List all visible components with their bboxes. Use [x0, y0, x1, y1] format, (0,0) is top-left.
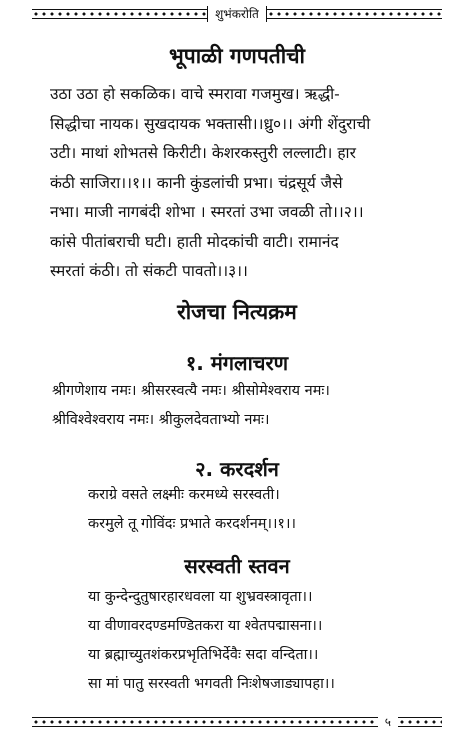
subsection-title-kardarshan: २. करदर्शन [195, 457, 279, 481]
section-title-daily-routine: रोजचा नित्यक्रम [177, 300, 297, 324]
text-line: उटी। माथां शोभतसे किरीटी। केशरकस्तुरी लल्लाटी। हार [50, 144, 356, 162]
page-number: ५ [384, 715, 391, 729]
text-line: उठा उठा हो सकळिक। वाचे स्मरावा गजमुख। ऋद्धी- [50, 85, 340, 103]
footer-ornament-left [32, 717, 378, 727]
verse-line: सा मां पातु सरस्वती भगवती निःशेषजाड्यापहा।। [88, 676, 335, 692]
verse-line: करमुले तू गोविंदः प्रभाते करदर्शनम्।।१।। [88, 516, 296, 532]
text-line: नभा। माजी नागबंदी शोभा । स्मरतां उभा जवळी तो।।२।। [50, 203, 364, 221]
kardarshan-verse [88, 481, 296, 539]
saraswati-verse [88, 583, 335, 699]
verse-line: या वीणावरदण्डमण्डितकरा या श्वेतपद्मासना।। [88, 618, 323, 634]
running-title: शुभंकरोति [207, 6, 267, 22]
verse-line: या कुन्देन्दुतुषारहारधवला या शुभ्रवस्त्रावृता।। [88, 589, 313, 605]
verse-line: या ब्रह्माच्युतशंकरप्रभृतिभिर्देवैः सदा वन्दिता।। [88, 647, 319, 663]
subsection-title-mangalacharan: १. मंगलाचरण [185, 351, 289, 375]
mangalacharan-verse [52, 377, 330, 435]
subsection-title-saraswati-stavan: सरस्वती स्तवन [184, 554, 290, 578]
verse-line: श्रीविश्वेश्वराय नमः। श्रीकुलदेवताभ्यो नमः। [52, 412, 270, 428]
verse-line: श्रीगणेशाय नमः। श्रीसरस्वत्यै नमः। श्रीसोमेश्वराय नमः। [52, 383, 330, 399]
text-line: सिद्धीचा नायक। सुखदायक भक्तासी।।ध्रु०।। अंगी शेंदुराची [50, 114, 371, 133]
bhupali-text [50, 80, 456, 287]
footer-ornament-right [398, 717, 442, 727]
section-title-bhupali: भूपाळी गणपतीची [169, 44, 305, 68]
footer-ornament-band [32, 714, 442, 730]
header-ornament-band [32, 6, 442, 22]
text-line: कांसे पीतांबराची घटी। हाती मोदकांची वाटी। रामानंद [50, 232, 339, 251]
header-ornament-right [267, 9, 442, 19]
text-line: कंठी साजिरा।।१।। कानी कुंडलांची प्रभा। चंद्रसूर्य जैसे [50, 173, 343, 192]
verse-line: कराग्रे वसते लक्ष्मीः करमध्ये सरस्वती। [88, 487, 280, 503]
header-ornament-left [32, 9, 207, 19]
text-line: स्मरतां कंठी। तो संकटी पावतो।।३।। [50, 262, 248, 280]
